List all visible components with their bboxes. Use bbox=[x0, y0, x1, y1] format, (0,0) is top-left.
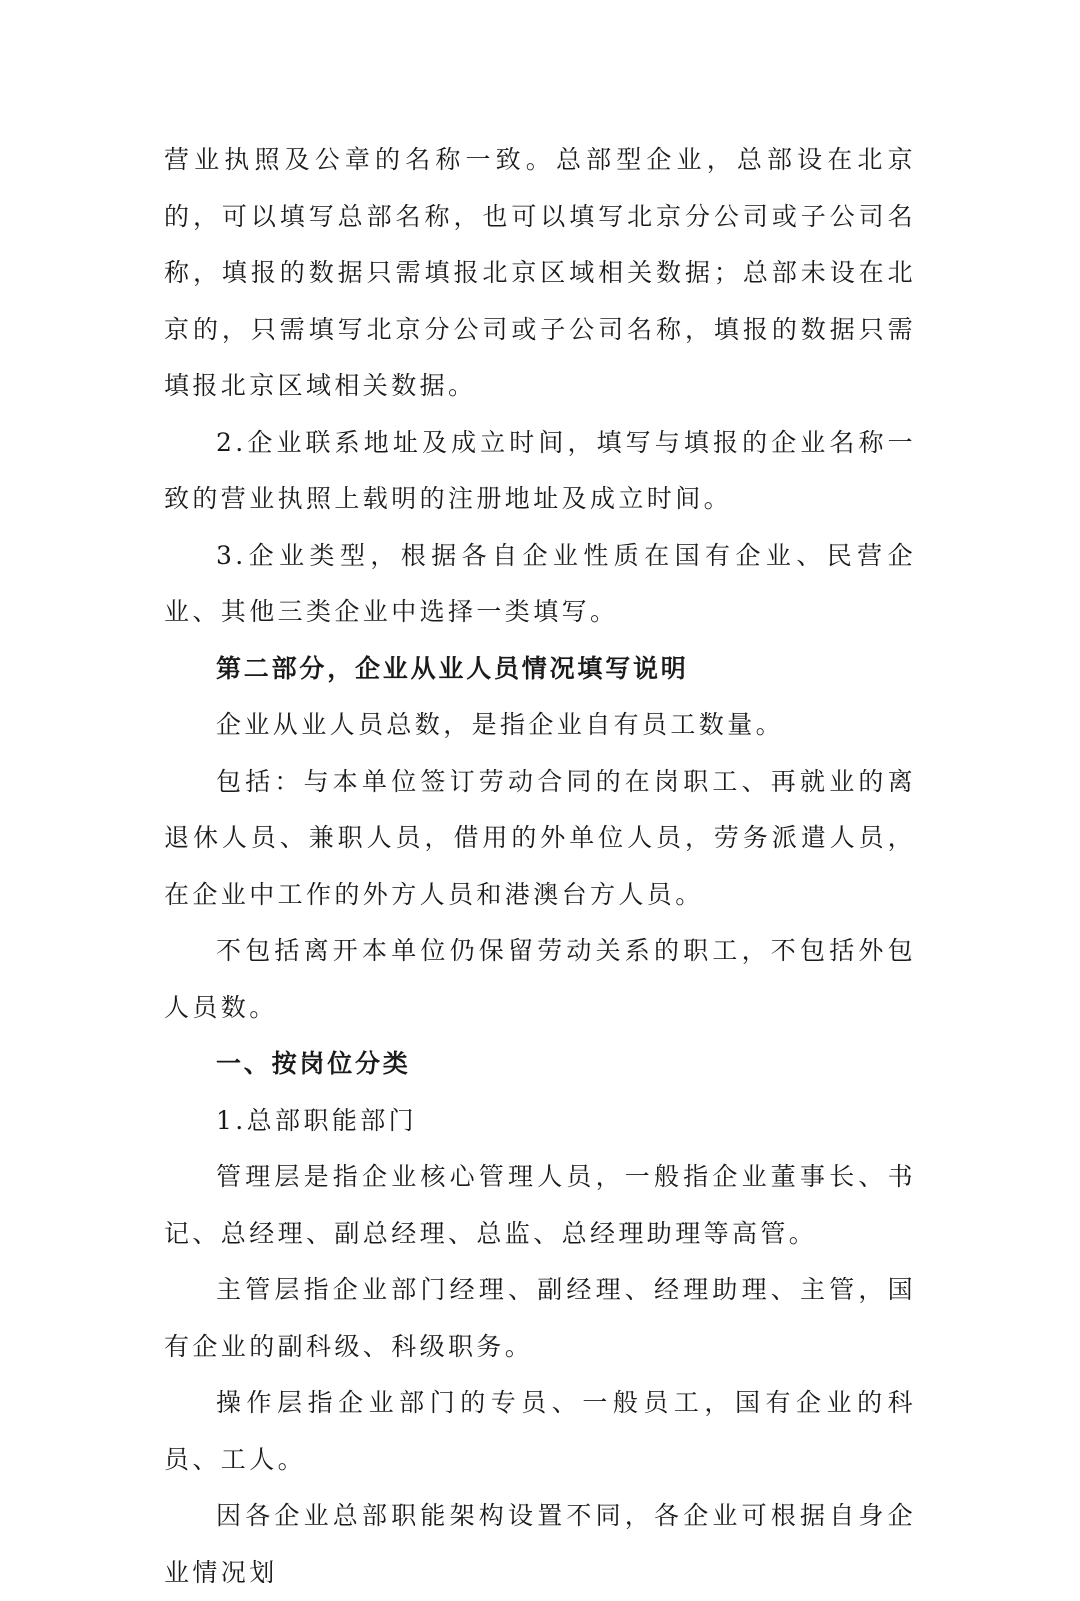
paragraph-includes: 包括：与本单位签订劳动合同的在岗职工、再就业的离退休人员、兼职人员，借用的外单位人员，劳务派遣人员，在企业中工作的外方人员和港澳台方人员。 bbox=[164, 766, 916, 909]
paragraph-structure-note: 因各企业总部职能架构设置不同，各企业可根据自身企业情况划 bbox=[164, 1501, 916, 1587]
paragraph-supervisor-level: 主管层指企业部门经理、副经理、经理助理、主管，国有企业的副科级、科级职务。 bbox=[164, 1275, 916, 1361]
paragraph-company-name-continuation: 营业执照及公章的名称一致。总部型企业，总部设在北京的，可以填写总部名称，也可以填写北京分公司或子公司名称，填报的数据只需填报北京区域相关数据；总部未设在北京的，只需填写北京分公司或子公司名称，填报的数据只需填报北京区域相关数据。 bbox=[164, 145, 916, 400]
paragraph-total-employees: 企业从业人员总数，是指企业自有员工数量。 bbox=[216, 710, 785, 739]
paragraph-company-type: 3.企业类型，根据各自企业性质在国有企业、民营企业、其他三类企业中选择一类填写。 bbox=[164, 540, 916, 626]
section-heading-part-two: 第二部分，企业从业人员情况填写说明 bbox=[216, 653, 689, 683]
paragraph-excludes: 不包括离开本单位仍保留劳动关系的职工，不包括外包人员数。 bbox=[164, 936, 916, 1022]
paragraph-address-and-founding-date: 2.企业联系地址及成立时间，填写与填报的企业名称一致的营业执照上载明的注册地址及成立时间。 bbox=[164, 427, 916, 513]
paragraph-operational-level: 操作层指企业部门的专员、一般员工，国有企业的科员、工人。 bbox=[164, 1388, 916, 1474]
item-headquarters-departments: 1.总部职能部门 bbox=[216, 1105, 418, 1135]
subheading-by-position: 一、按岗位分类 bbox=[216, 1049, 411, 1078]
document-page bbox=[164, 132, 916, 1601]
paragraph-management-level: 管理层是指企业核心管理人员，一般指企业董事长、书记、总经理、副总经理、总监、总经理助理等高管。 bbox=[164, 1162, 916, 1248]
